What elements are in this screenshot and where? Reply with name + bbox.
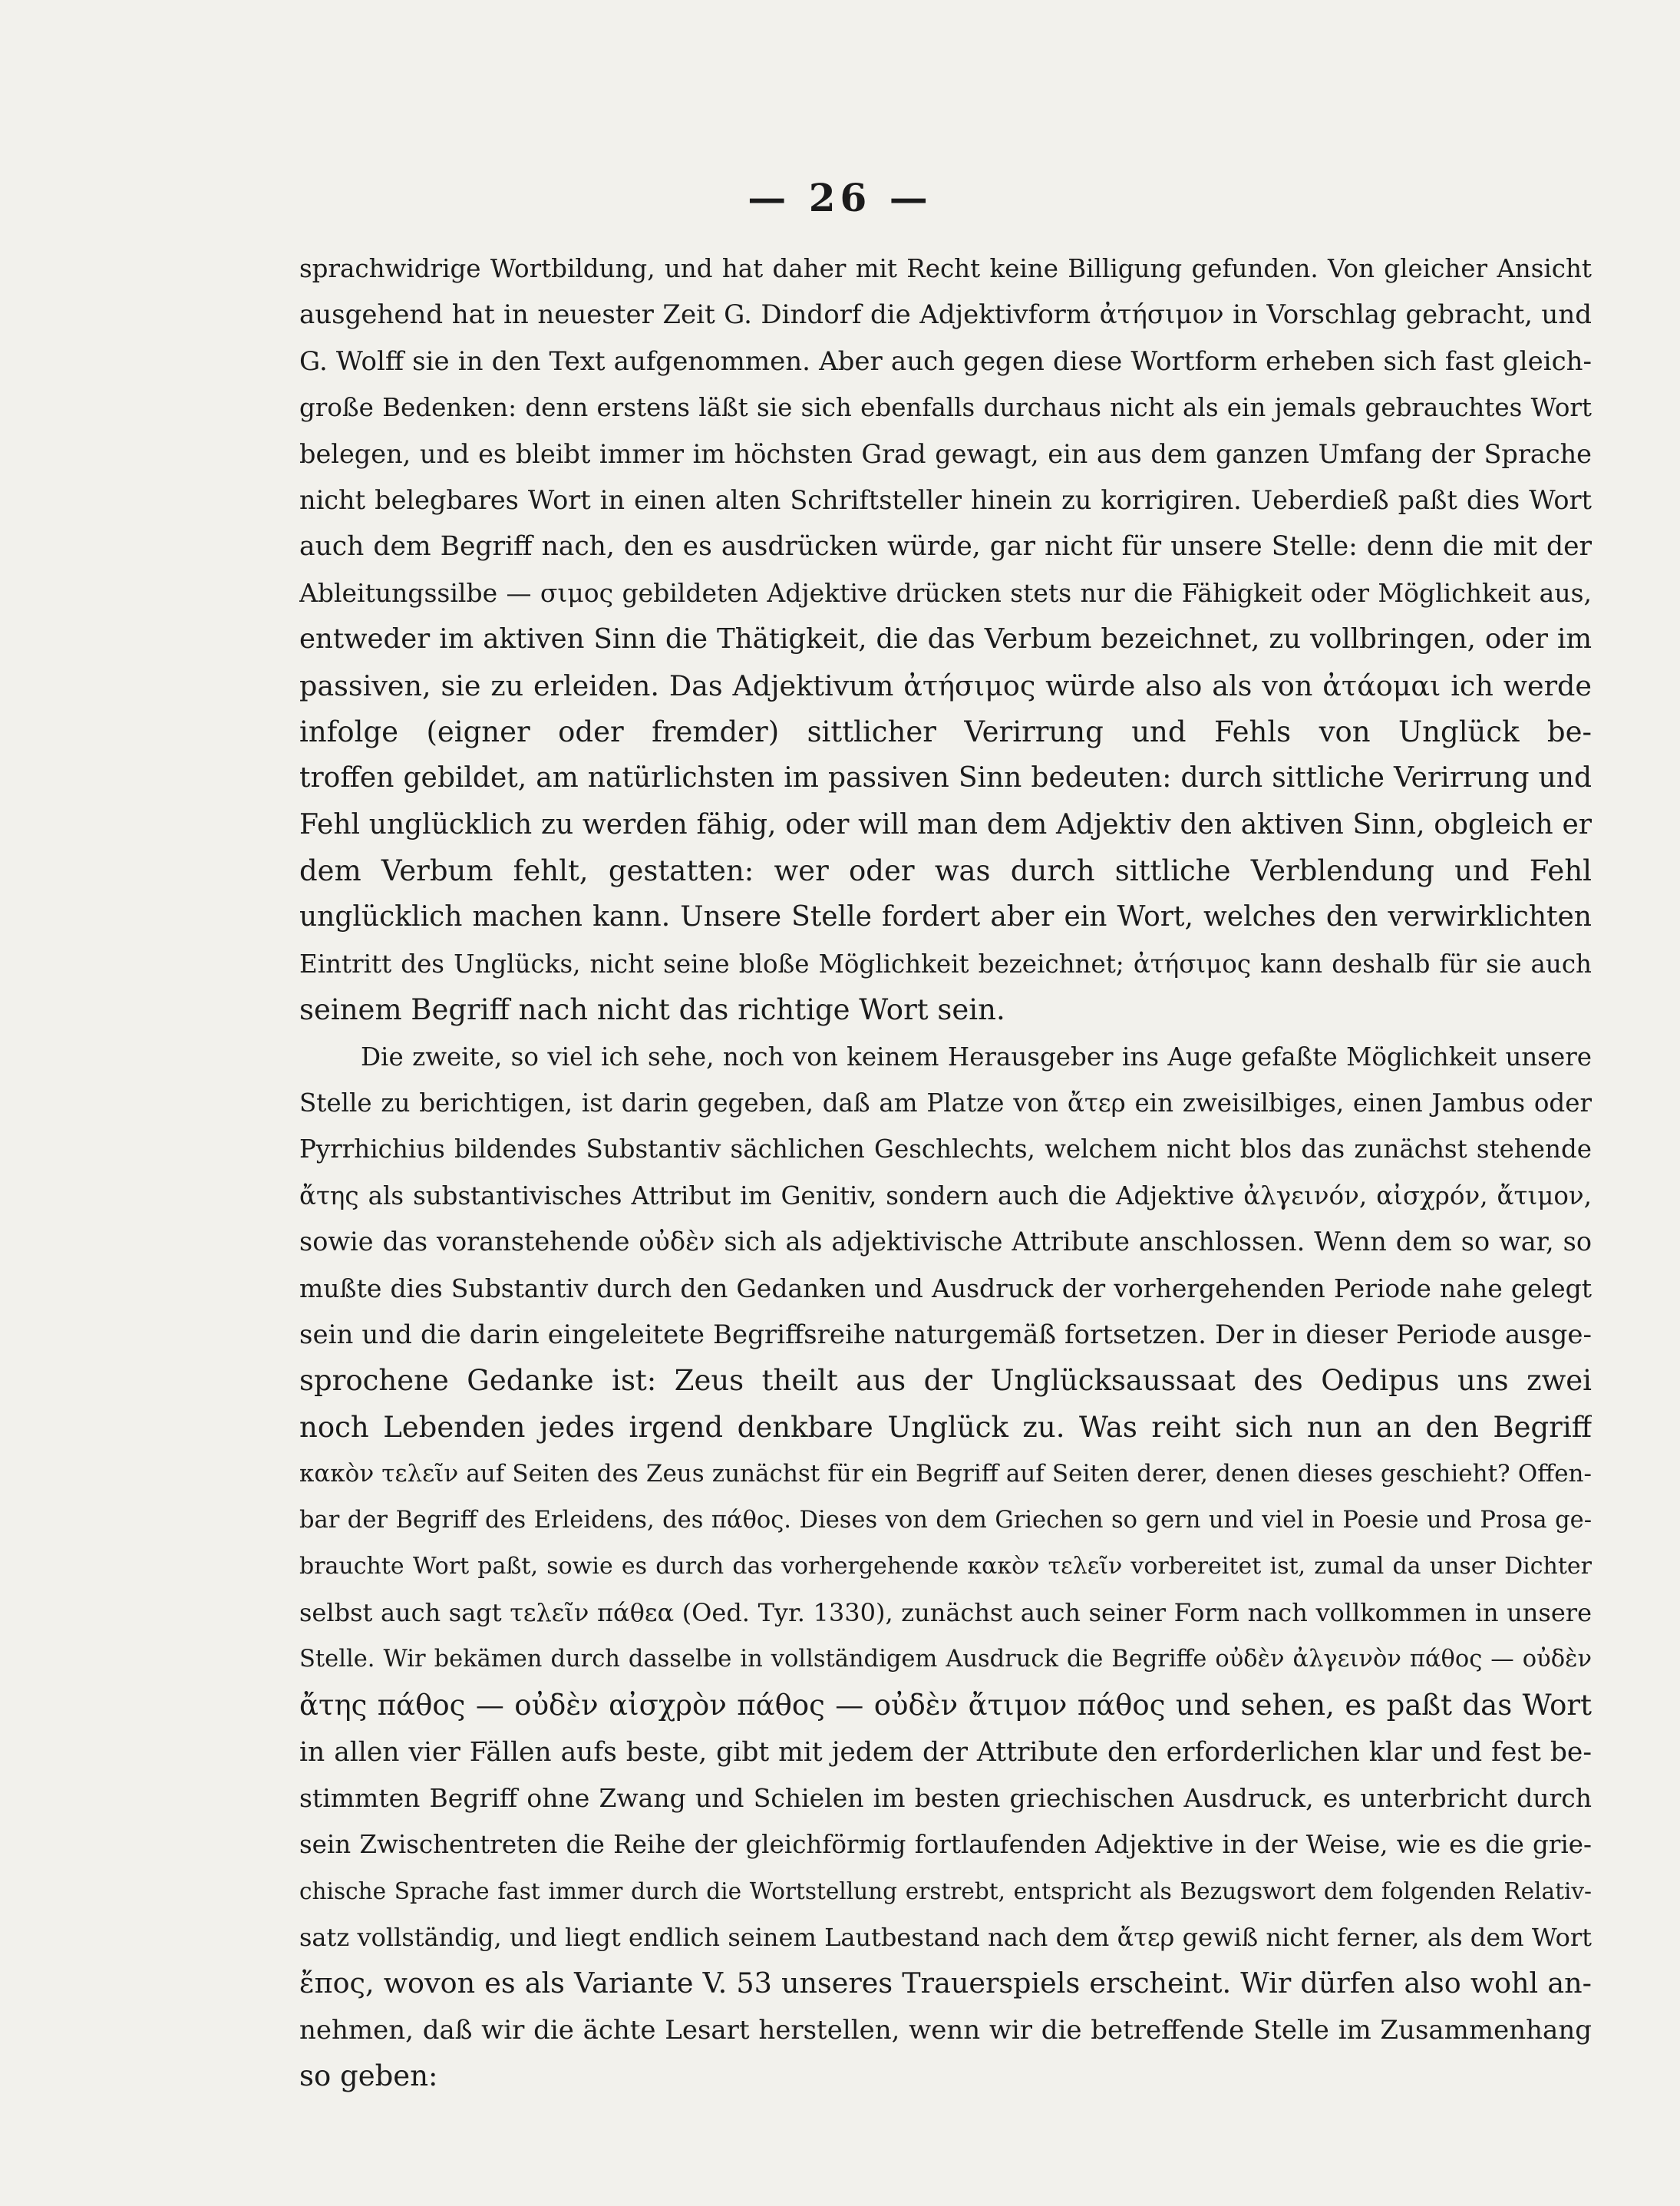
text-line: nicht belegbares Wort in einen alten Schriftsteller hinein zu korrigiren. Ueberdieß paßt dies Wort (299, 484, 1592, 515)
text-line: satz vollständig, und liegt endlich seinem Lautbestand nach dem ἄτερ gewiß nicht ferner, als dem Wort (299, 1923, 1592, 1953)
text-line: Eintritt des Unglücks, nicht seine bloße Möglichkeit bezeichnet; ἀτήσιμος kann deshalb für sie auch (299, 949, 1592, 979)
text-line: bar der Begriff des Erleidens, des πάθος. Dieses von dem Griechen so gern und viel in Poesie und Prosa ge- (299, 1506, 1592, 1534)
text-line: passiven, sie zu erleiden. Das Adjektivum ἀτήσιμος würde also als von ἀτάομαι ich werde (299, 669, 1592, 702)
text-line: κακὸν τελεῖν auf Seiten des Zeus zunächst für ein Begriff auf Seiten derer, denen dieses geschieht? Offen- (299, 1460, 1592, 1488)
text-line: seinem Begriff nach nicht das richtige Wort sein. (299, 993, 1005, 1027)
page-number: — 26 — (748, 175, 932, 220)
text-line: belegen, und es bleibt immer im höchsten Grad gewagt, ein aus dem ganzen Umfang der Sprache (299, 438, 1592, 469)
text-line: entweder im aktiven Sinn die Thätigkeit, die das Verbum bezeichnet, zu vollbringen, oder im (299, 623, 1592, 656)
text-line: dem Verbum fehlt, gestatten: wer oder was durch sittliche Verblendung und Fehl (299, 854, 1592, 888)
text-line: brauchte Wort paßt, sowie es durch das vorhergehende κακὸν τελεῖν vorbereitet ist, zumal da unser Dichter (299, 1552, 1592, 1580)
text-line: noch Lebenden jedes irgend denkbare Unglück zu. Was reiht sich nun an den Begriff (299, 1410, 1592, 1444)
text-line: sowie das voranstehende οὐδὲν sich als adjektivische Attribute anschlossen. Wenn dem so war, so (299, 1227, 1592, 1257)
text-line: auch dem Begriff nach, den es ausdrücken würde, gar nicht für unsere Stelle: denn die mit der (299, 531, 1592, 563)
text-line: Die zweite, so viel ich sehe, noch von keinem Herausgeber ins Auge gefaßte Möglichkeit unsere (361, 1042, 1592, 1072)
text-line: infolge (eigner oder fremder) sittlicher Verirrung und Fehls von Unglück be- (299, 715, 1592, 748)
text-line: große Bedenken: denn erstens läßt sie sich ebenfalls durchaus nicht als ein jemals gebrauchtes Wort (299, 393, 1592, 423)
text-line: Ableitungssilbe — σιμος gebildeten Adjektive drücken stets nur die Fähigkeit oder Möglichkeit aus, (299, 577, 1592, 608)
text-line: Stelle. Wir bekämen durch dasselbe in vollständigem Ausdruck die Begriffe οὐδὲν ἀλγεινὸν πάθος — οὐδὲν (299, 1645, 1592, 1673)
text-line: ausgehend hat in neuester Zeit G. Dindorf die Adjektivform ἀτήσιμον in Vorschlag gebracht, und (299, 299, 1592, 331)
text-line: sprochene Gedanke ist: Zeus theilt aus der Unglücksaussaat des Oedipus uns zwei (299, 1364, 1592, 1398)
paragraph (299, 1034, 1592, 2100)
text-line: ἄτης πάθος — οὐδὲν αἰσχρὸν πάθος — οὐδὲν ἄτιμον πάθος und sehen, es paßt das Wort (299, 1689, 1592, 1722)
text-line: chische Sprache fast immer durch die Wortstellung erstrebt, entspricht als Bezugswort dem folgenden Relativ- (299, 1877, 1592, 1904)
text-line: Pyrrhichius bildendes Substantiv sächlichen Geschlechts, welchem nicht blos das zunächst stehende (299, 1134, 1592, 1164)
text-line: troffen gebildet, am natürlichsten im passiven Sinn bedeuten: durch sittliche Verirrung und (299, 762, 1592, 794)
text-line: Fehl unglücklich zu werden fähig, oder will man dem Adjektiv den aktiven Sinn, obgleich er (299, 808, 1592, 840)
text-line: mußte dies Substantiv durch den Gedanken und Ausdruck der vorhergehenden Periode nahe gelegt (299, 1273, 1592, 1303)
text-line: ἄτης als substantivisches Attribut im Genitiv, sondern auch die Adjektive ἀλγεινόν, αἰσχρόν, ἄτιμον, (299, 1181, 1592, 1210)
text-line: nehmen, daß wir die ächte Lesart herstellen, wenn wir die betreffende Stelle im Zusammenhang (299, 2014, 1592, 2046)
text-line: sein Zwischentreten die Reihe der gleichförmig fortlaufenden Adjektive in der Weise, wie es die grie- (299, 1830, 1592, 1860)
text-line: selbst auch sagt τελεῖν πάθεα (Oed. Tyr. 1330), zunächst auch seiner Form nach vollkommen in unsere (299, 1598, 1592, 1628)
body-text (299, 246, 1592, 2100)
paragraph (299, 246, 1592, 1034)
text-line: sprachwidrige Wortbildung, und hat daher mit Recht keine Billigung gefunden. Von gleicher Ansicht (299, 254, 1592, 283)
text-line: in allen vier Fällen aufs beste, gibt mit jedem der Attribute den erforderlichen klar und fest be- (299, 1736, 1592, 1768)
text-line: sein und die darin eingeleitete Begriffsreihe naturgemäß fortsetzen. Der in dieser Periode ausge- (299, 1319, 1592, 1350)
text-line: ἔπος, wovon es als Variante V. 53 unseres Trauerspiels erscheint. Wir dürfen also wohl an- (299, 1967, 1592, 2000)
text-line: Stelle zu berichtigen, ist darin gegeben, daß am Platze von ἄτερ ein zweisilbiges, einen Jambus oder (299, 1088, 1592, 1118)
text-line: unglücklich machen kann. Unsere Stelle fordert aber ein Wort, welches den verwirklichten (299, 901, 1592, 933)
text-line: stimmten Begriff ohne Zwang und Schielen im besten griechischen Ausdruck, es unterbricht durch (299, 1782, 1592, 1813)
text-line: G. Wolff sie in den Text aufgenommen. Aber auch gegen diese Wortform erheben sich fast gleich- (299, 345, 1592, 377)
text-line: so geben: (299, 2059, 438, 2093)
